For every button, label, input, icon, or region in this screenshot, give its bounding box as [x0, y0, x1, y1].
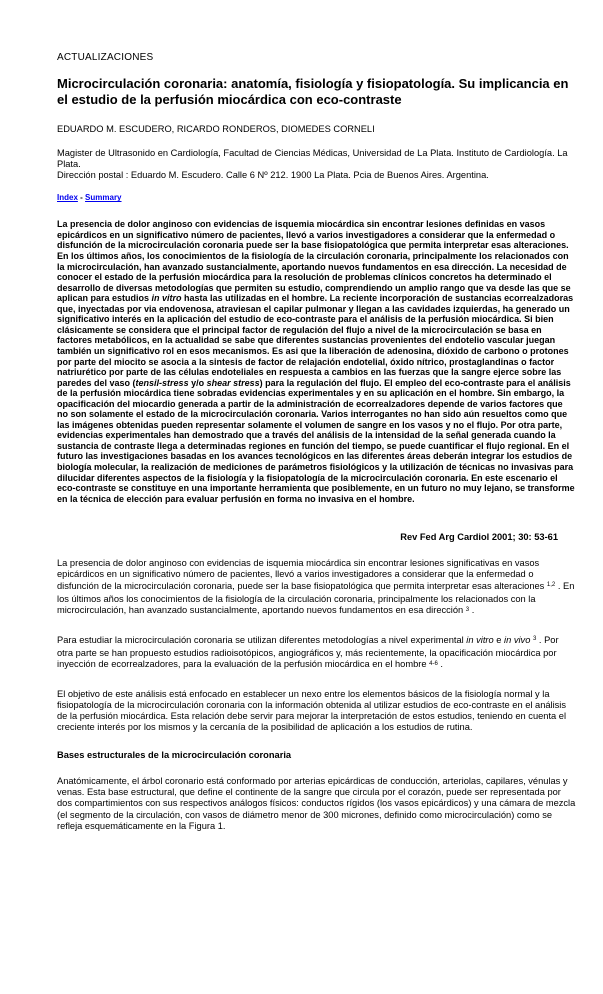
body-paragraph-3: El objetivo de este análisis está enfocado en establecer un nexo entre los elementos básicos de la fisiología normal y la fisiopatología de la microcirculación coronaria con la información obtenida al utilizar estudios de eco-contraste en el análisis de la perfusión miocárdica. Esta relación debe servir para mejorar la interpretación de estos estudios, teniendo en cuenta el creciente interés por los mismos y la cercanía de la posibilidad de aplicación a los estudios de rutina.: [57, 688, 567, 733]
summary-link[interactable]: Summary: [85, 193, 122, 203]
body-paragraph-4: Anatómicamente, el árbol coronario está conformado por arterias epicárdicas de conducción, arteriolas, capilares, vénulas y venas. Esta base estructural, que define el continente de la sangre que circula por el corazón, puede ser representada por dos compartimientos con sus respectivos análogos físicos: conductos rígidos (los vasos epicárdicos) y una cámara de mezcla (el segmento de la circulación, con vasos de diámetro menor de 300 micrones, definido como microcirculación) como se refleja esquemáticamente en la Figura 1.: [57, 775, 576, 831]
article-nav: [57, 193, 576, 202]
section-heading-bases-estructurales: Bases estructurales de la microcirculación coronaria: [57, 749, 292, 760]
section-kicker: ACTUALIZACIONES: [57, 52, 154, 63]
journal-citation: Rev Fed Arg Cardiol 2001; 30: 53-61: [400, 532, 558, 543]
index-link[interactable]: Index: [57, 193, 78, 203]
nav-separator: -: [80, 193, 83, 203]
authors-line: EDUARDO M. ESCUDERO, RICARDO RONDEROS, DIOMEDES CORNELI: [57, 124, 375, 134]
affiliation-block: [57, 148, 576, 180]
postal-address-line: Dirección postal : Eduardo M. Escudero. Calle 6 Nº 212. 1900 La Plata. Pcia de Buenos Aires. Argentina.: [57, 169, 489, 180]
abstract-paragraph: La presencia de dolor anginoso con evidencias de isquemia miocárdica sin encontrar lesiones definidas en vasos epicárdicos en un significativo número de pacientes, llevó a varios investigadores a considerar que la enfermedad o disfunción de la microcirculación coronaria puede ser la base fisiopatológica que permita interpretar esas alteraciones. En los últimos años, los conocimientos de la fisiología de la circulación coronaria, principalmente los relacionados con la microcirculación, han avanzado sustancialmente, aportando nuevos fundamentos en esa dirección. La necesidad de conocer el estado de la perfusión miocárdica para la resolución de problemas clínicos concretos ha determinado el desarrollo de diversas metodologías que permiten su estudio, comprendiendo un amplio rango que va desde las que se aplican para estudios in vitro hasta las utilizadas en el hombre. La reciente incorporación de sustancias ecorrealzadoras que, inyectadas por via endovenosa, atraviesan el capilar pulmonar y llegan a las cavidades izquierdas, ha generado un significativo interés en la aplicación del estudio de eco-contraste para el análisis de la perfusión miocárdica. Si bien clásicamente se considera que el principal factor de regulación del flujo a nivel de la microcirculación se basa en factores metabólicos, en la actualidad se sabe que diferentes sustancias provenientes del endotelio vascular juegan también un significativo rol en esos mecanismos. Es asi que la liberación de adenosina, dióxido de carbono o protones por parte del miocito se asocia a la sintesis de factor de relajación endotelial, óxido nítrico, prostaglandinas o factor natriurético por parte de las células endoteliales en respuesta a cambios en las fuerzas que la sangre ejerce sobre las paredes del vaso (tensil-stress y/o shear stress) para la regulación del flujo. El empleo del eco-contraste para el análisis de la perfusión miocárdica tiene sobradas evidencias experimentales y en su aplicación en el hombre. Sin embargo, la opacificación del miocardio generada a partir de la administración de ecorrealzadores depende de varios factores que no son solamente el estado de la microcirculación coronaria. Varios interrogantes no han sido aún resueltos como que las imágenes obtenidas pueden representar solamente el volumen de sangre en los vasos y no el flujo. Por otra parte, evidencias experimentales han demostrado que a través del análisis de la intensidad de la señal generada cuando la sustancia de contraste llega a determinadas regiones en función del tiempo, se puede cuantificar el flujo regional. En el futuro las investigaciones basadas en los avances tecnológicos en las diferentes áreas deberán integrar los estudios de biología molecular, la realización de mediciones de parámetros fisiológicos y la utilización de técnicas no invasivas para dilucidar diferentes aspectos de la fisiología y la fisiopatología de la microcirculación coronaria. En este escenario el eco-contraste se constituye en una importante herramienta que posiblemente, en un futuro no muy lejano, se transforme en la técnica de elección para evaluar perfusión en forma no invasiva en el hombre.: [57, 219, 575, 504]
affiliation-line: Magister de Ultrasonido en Cardiología, Facultad de Ciencias Médicas, Universidad de La Plata. Instituto de Cardiología. La Plata.: [57, 148, 568, 169]
body-paragraph-1: La presencia de dolor anginoso con evidencias de isquemia miocárdica sin encontrar lesiones significativas en vasos epicárdicos en un significativo número de pacientes, llevó a varios investigadores a considerar que la enfermedad o disfunción de la microcirculación coronaria, puede ser la base fisiopatológica que permita interpretar esas alteraciones $^{1,2}$ . En los últimos años los conocimientos de la fisiología de la circulación coronaria, principalmente los relacionados con la microcirculación, han avanzado sustancialmente, aportando nuevos fundamentos en esa dirección $^3$ .: [57, 558, 575, 616]
body-paragraph-2: Para estudiar la microcirculación coronaria se utilizan diferentes metodologías a nivel experimental in vitro e in vivo $^3$ . Por otra parte se han propuesto estudios radioisotópicos, angiográficos y, más recientemente, la opacificación miocárdica por inyección de ecorrealzadores, para la evaluación de la perfusión miocárdica en el hombre $^{4-6}$ .: [57, 634, 559, 670]
article-title: Microcirculación coronaria: anatomía, fisiología y fisiopatología. Su implicancia en el estudio de la perfusión miocárdica con eco-contraste: [57, 76, 569, 107]
